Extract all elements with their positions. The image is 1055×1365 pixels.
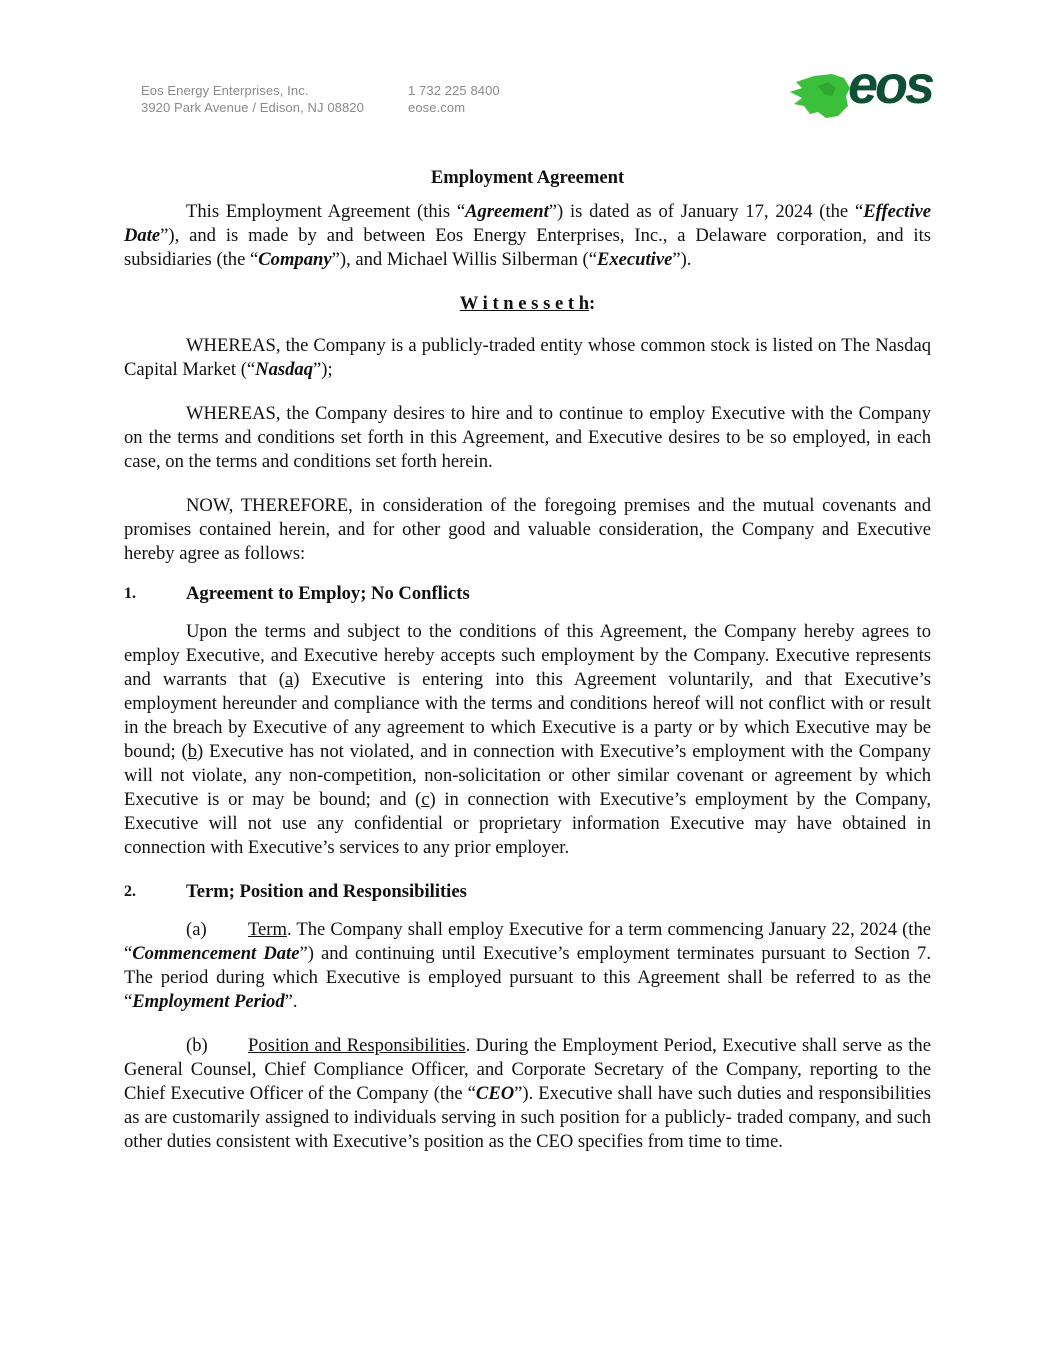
letterhead-contact-block bbox=[408, 82, 500, 116]
intro-paragraph: This Employment Agreement (this “Agreement”) is dated as of January 17, 2024 (the “Effective Date”), and is made by and between Eos Energy Enterprises, Inc., a Delaware corporation, and its subsidiaries (the “Company”), and Michael Willis Silberman (“Executive”). bbox=[124, 201, 932, 270]
company-website: eose.com bbox=[408, 100, 466, 115]
section-1-paragraph: Upon the terms and subject to the conditions of this Agreement, the Company hereby agrees to employ Executive, and Executive hereby accepts such employment by the Company. Executive represents and warrants that (a) Executive is entering into this Agreement voluntarily, and that Executive’s employment hereunder and compliance with the terms and conditions hereof will not conflict with or result in the breach by Executive of any agreement to which Executive is a party or by which Executive may be bound; (b) Executive has not violated, and in connection with Executive’s employment with the Company will not violate, any non-competition, non-solicitation or other similar covenant or agreement by which Executive is or may be bound; and (c) in connection with Executive’s employment by the Company, Executive will not use any confidential or proprietary information Executive may have obtained in connection with Executive’s services to any prior employer. bbox=[124, 621, 931, 858]
lion-mane-icon bbox=[788, 72, 852, 120]
term-employment-period: Employment Period bbox=[132, 991, 285, 1012]
term-nasdaq: Nasdaq bbox=[255, 359, 313, 380]
section-2-title: Term; Position and Responsibilities bbox=[186, 881, 467, 902]
company-name: Eos Energy Enterprises, Inc. bbox=[141, 83, 309, 98]
company-phone: 1 732 225 8400 bbox=[408, 83, 500, 98]
term-agreement: Agreement bbox=[465, 201, 549, 222]
term-effective-date: Effective Date bbox=[124, 201, 932, 246]
whereas-paragraph-2: WHEREAS, the Company desires to hire and to continue to employ Executive with the Company on the terms and conditions set forth in this Agreement, and Executive desires to be so employed, in each case, on the terms and conditions set forth herein. bbox=[124, 403, 931, 472]
witnesseth-heading: W i t n e s s e t h: bbox=[459, 293, 596, 314]
section-2b-paragraph: (b) Position and Responsibilities. During the Employment Period, Executive shall serve as the General Counsel, Chief Compliance Officer, and Corporate Secretary of the Company, reporting to the Chief Executive Officer of the Company (the “CEO”). Executive shall have such duties and responsibilities as are customarily assigned to individuals serving in such position for a publicly- traded company, and such other duties consistent with Executive’s position as the CEO specifies from time to time. bbox=[124, 1035, 931, 1152]
term-company: Company bbox=[258, 249, 332, 270]
section-2b-label: (b) bbox=[186, 1035, 208, 1056]
logo-wordmark: eos bbox=[848, 55, 933, 115]
letterhead-company-block bbox=[141, 82, 364, 116]
section-2-number: 2. bbox=[124, 883, 136, 900]
section-1-number: 1. bbox=[124, 585, 136, 602]
section-2a-label: (a) bbox=[186, 919, 207, 940]
term-commencement-date: Commencement Date bbox=[132, 943, 300, 964]
section-1-heading bbox=[124, 582, 931, 606]
section-2a-caption: Term bbox=[248, 919, 287, 940]
section-2b-caption: Position and Responsibilities bbox=[248, 1035, 466, 1056]
document-title: Employment Agreement bbox=[430, 167, 625, 188]
eos-logo bbox=[788, 55, 948, 120]
now-therefore-paragraph: NOW, THEREFORE, in consideration of the foregoing premises and the mutual covenants and promises contained herein, and for other good and valuable consideration, the Company and Executive hereby agree as follows: bbox=[124, 495, 931, 564]
term-executive: Executive bbox=[596, 249, 673, 270]
section-2-heading bbox=[124, 880, 931, 904]
section-2a-paragraph: (a) Term. The Company shall employ Executive for a term commencing January 22, 2024 (the “Commencement Date”) and continuing until Executive’s employment terminates pursuant to Section 7. The period during which Executive is employed pursuant to this Agreement shall be referred to as the “Employment Period”. bbox=[124, 919, 931, 1012]
term-ceo: CEO bbox=[475, 1083, 515, 1104]
letterhead bbox=[0, 0, 1055, 140]
section-1-title: Agreement to Employ; No Conflicts bbox=[186, 583, 470, 604]
agreement-body bbox=[124, 166, 931, 1174]
company-address: 3920 Park Avenue / Edison, NJ 08820 bbox=[141, 100, 364, 115]
whereas-paragraph-1: WHEREAS, the Company is a publicly-traded entity whose common stock is listed on The Nasdaq Capital Market (“Nasdaq”); bbox=[124, 335, 931, 380]
